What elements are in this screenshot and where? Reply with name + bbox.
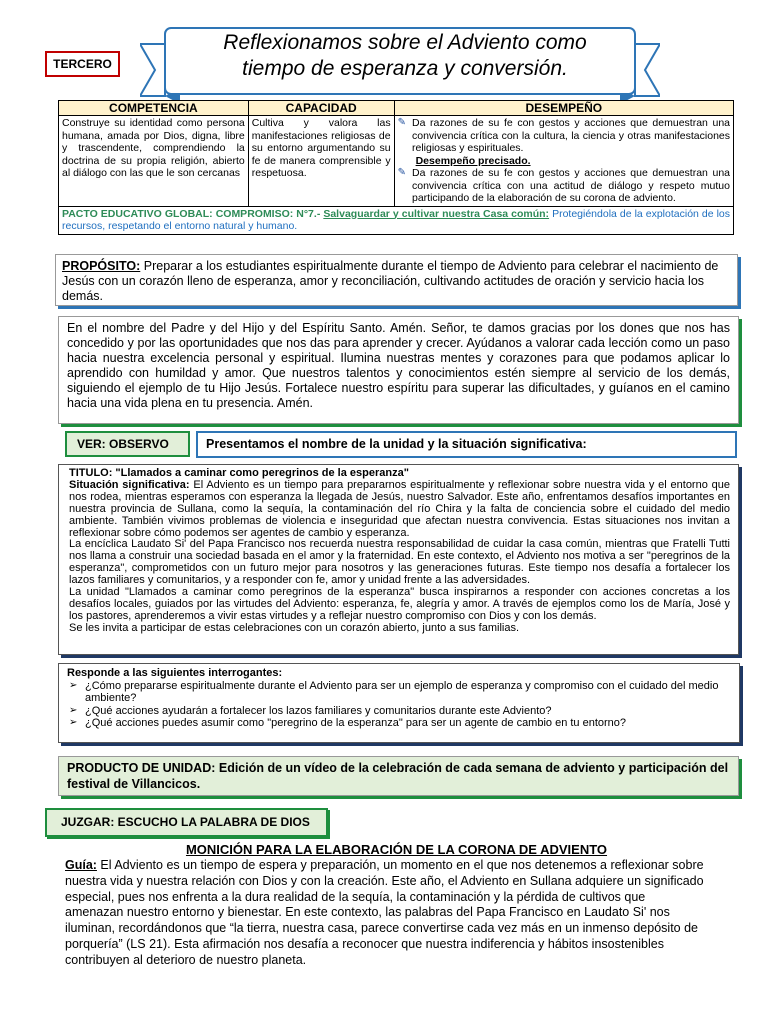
ver-observo-label: VER: OBSERVO <box>65 431 190 457</box>
ver-title-box: Presentamos el nombre de la unidad y la situación significativa: <box>196 431 737 458</box>
situacion-p3: La unidad "Llamados a caminar como peregrinos de la esperanza" busca inspirarnos a responder con acciones concretas a los desafíos locales, guiados por las virtudes del Adviento: esperanza, fe, alegría y amor. A través de ejemplos como los de María, José y los pastores, aprenderemos a vivir estas virtudes y a reflejar nuestro compromiso con Dios y con los demás. <box>69 586 730 622</box>
desempeno-item <box>398 117 730 155</box>
desempeno-cell <box>394 116 733 207</box>
question-item: ➢ ¿Cómo prepararse espiritualmente durante el Adviento para ser un ejemplo de esperanza y compromiso con el cuidado del medio ambiente? <box>67 680 731 705</box>
unit-title: TITULO: "Llamados a caminar como peregrinos de la esperanza" <box>69 467 409 479</box>
juzgar-label: JUZGAR: ESCUCHO LA PALABRA DE DIOS <box>45 808 328 837</box>
proposito-box <box>55 254 738 306</box>
pacto-text: Protegiéndola de la explotación de los recursos, respetando el entorno natural y humano. <box>62 207 730 232</box>
monicion-body <box>65 858 705 969</box>
desempeno-precisado-label: Desempeño precisado. <box>415 154 531 167</box>
desempeno-precisado-item <box>398 167 730 205</box>
competencia-cell: Construye su identidad como persona humana, amada por Dios, digna, libre y trascendente, comprendiendo la doctrina de su propia religión, abierto al diálogo con las que le son cercanas <box>59 116 249 207</box>
grade-badge: TERCERO <box>45 51 120 77</box>
proposito-label: PROPÓSITO: <box>62 259 141 273</box>
page-title <box>165 30 645 90</box>
producto-box: PRODUCTO DE UNIDAD: Edición de un vídeo de la celebración de cada semana de adviento y participación del festival de Villancicos. <box>58 756 739 796</box>
monicion-text: El Adviento es un tiempo de espera y preparación, un momento en el que nos detenemos a reflexionar sobre nuestra vida y nuestra relación con Dios y con la creación. Este año, el Adviento en Sullana adquiere un significado especial, pues nos enfrenta a la dura realidad de la sequía, la contaminación y la pérdida de cultivos que amenazan nuestro entorno y bienestar. En este contexto, las palabras del Papa Francisco en Laudato Si' nos iluminan, recordándonos que “la tierra, nuestra casa, parece convertirse cada vez más en un inmenso depósito de porquería” (LS 21). Esta afirmación nos desafía a reconocer que nuestra indiferencia y hábitos insostenibles contribuyen al deterioro de nuestro planeta. <box>65 858 704 967</box>
title-line-2: tiempo de esperanza y conversión. <box>242 57 568 80</box>
title-line-1: Reflexionamos sobre el Adviento como <box>223 31 587 54</box>
monicion-title: MONICIÓN PARA LA ELABORACIÓN DE LA CORONA DE ADVIENTO <box>185 842 608 857</box>
pacto-link: Salvaguardar y cultivar nuestra Casa común: <box>323 207 550 220</box>
header-capacidad: CAPACIDAD <box>248 101 394 116</box>
question-item: ➢ ¿Qué acciones ayudarán a fortalecer los lazos familiares y comunitarios durante este Adviento? <box>67 705 731 718</box>
desempeno-text: Da razones de su fe con gestos y acciones que demuestran una convivencia crítica con la cultura, la ciencia y otras manifestaciones religiosas y espirituales. <box>411 117 730 154</box>
capacidad-cell: Cultiva y valora las manifestaciones religiosas de su entorno argumentando su fe de manera comprensible y respetuosa. <box>248 116 394 207</box>
situacion-box <box>58 464 739 655</box>
competency-table <box>58 100 734 235</box>
situacion-p1: El Adviento es un tiempo para prepararnos espiritualmente y reflexionar sobre nuestra vida y el entorno que nos rodea, mientras esperamos con esperanza la llegada de Jesús, nuestro Salvador. Este año, enfrentamos desafíos importantes en nuestra provincia de Sullana, como la sequía, la contaminación del río Chira y la falta de conciencia sobre el cuidado del medio ambiente. También vivimos problemas de violencia e inseguridad que afectan nuestra convivencia. Estas situaciones nos invitan a reflexionar sobre cómo podemos ser agentes de cambio y esperanza. <box>69 478 730 539</box>
pacto-cell <box>59 206 734 234</box>
guia-label: Guía: <box>65 858 97 872</box>
pen-bullet-icon: ✎ <box>397 167 406 178</box>
pacto-label: PACTO EDUCATIVO GLOBAL: COMPROMISO: N°7.- <box>62 207 321 220</box>
situacion-label: Situación significativa: <box>69 478 190 491</box>
header-desempeno: DESEMPEÑO <box>394 101 733 116</box>
questions-title: Responde a las siguientes interrogantes: <box>67 667 283 679</box>
desempeno-precisado-text: Da razones de su fe con gestos y acciones que demuestran una convivencia crítica con una actitud de diálogo y respeto mutuo participando de la elaboración de su corona de adviento. <box>411 167 730 204</box>
situacion-p2: La encíclica Laudato Si' del Papa Francisco nos recuerda nuestra responsabilidad de cuidar la casa común, mientras que Fratelli Tutti nos llama a construir una sociedad basada en el amor y la fraternidad. En este contexto, el Adviento nos motiva a ser "peregrinos de la esperanza", comprometidos con un futuro mejor para nosotros y las generaciones futuras. Este tiempo nos desafía a fortalecer los lazos familiares y comunitarios, y a responder con fe, amor y unidad frente a las adversidades. <box>69 538 730 587</box>
questions-box <box>58 663 740 743</box>
questions-list <box>67 680 731 730</box>
question-item: ➢ ¿Qué acciones puedes asumir como "peregrino de la esperanza" para ser un agente de cambio en tu entorno? <box>67 717 731 730</box>
situacion-p4: Se les invita a participar de estas celebraciones con un corazón abierto, junto a sus familias. <box>69 621 520 634</box>
proposito-text: Preparar a los estudiantes espiritualmente durante el tiempo de Adviento para celebrar el nacimiento de Jesús con un corazón lleno de esperanza, amor y reconciliación, cultivando actitudes de oración y servicio hacia los demás. <box>62 259 719 303</box>
header-competencia: COMPETENCIA <box>59 101 249 116</box>
prayer-box: En el nombre del Padre y del Hijo y del Espíritu Santo. Amén. Señor, te damos gracias por los dones que nos has concedido y por las oportunidades que nos das para aprender y crecer. Ayúdanos a valorar cada lección como un paso hacia nuestra excelencia personal y espiritual. Ilumina nuestras mentes y corazones para que podamos aplicar lo aprendido con humildad y amor. Que nuestros talentos y conocimientos estén siempre al servicio de los demás, siguiendo el ejemplo de tu Hijo Jesús. Fortalece nuestro espíritu para superar las dificultades, y guíanos en el camino hacia una vida plena en tu presencia. Amén. <box>58 316 739 424</box>
pen-bullet-icon: ✎ <box>397 117 406 128</box>
